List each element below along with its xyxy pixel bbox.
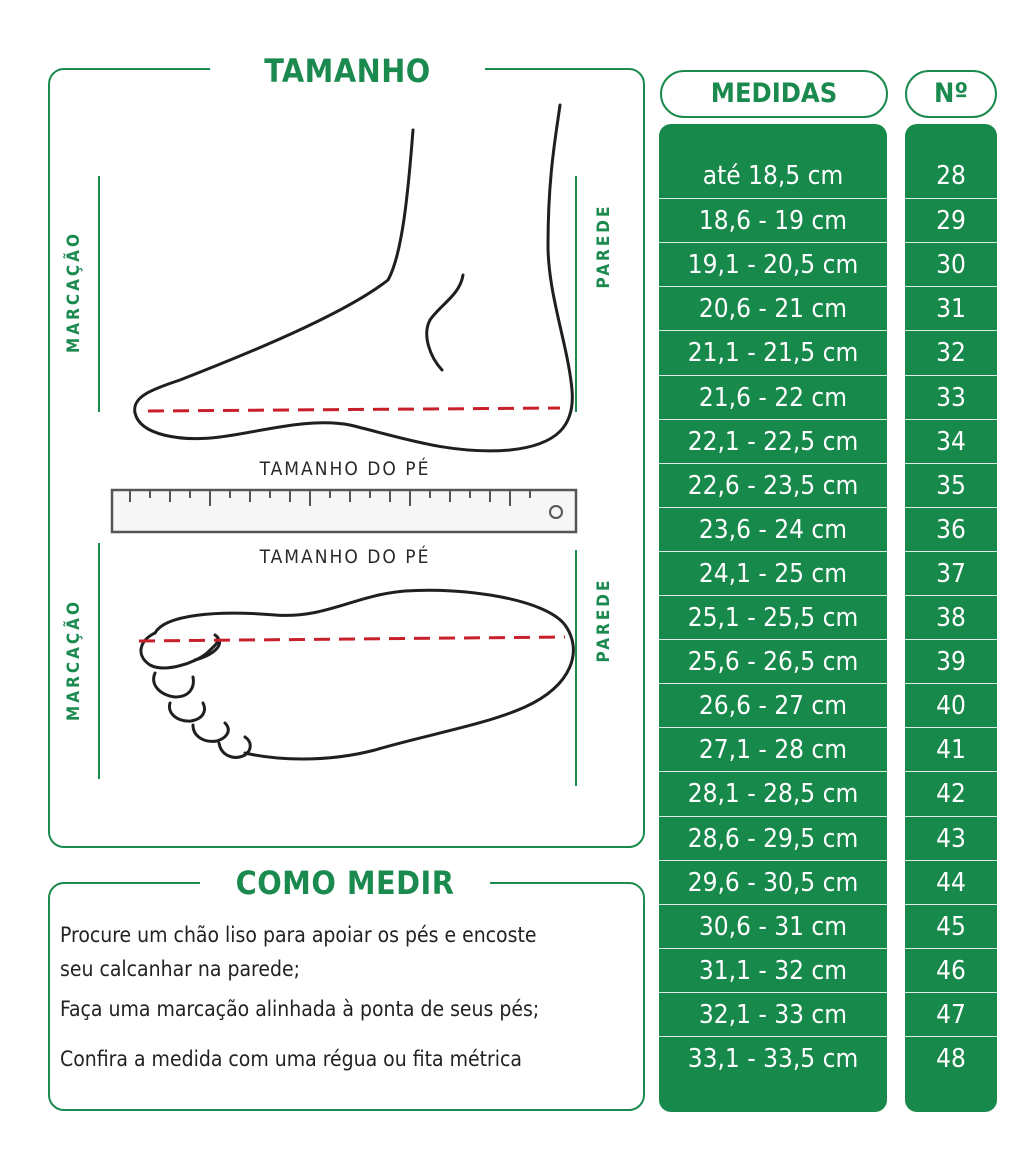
numero-header: Nº [905, 70, 997, 118]
instruction-line-1: Procure um chão liso para apoiar os pés e encoste [60, 923, 537, 947]
medida-cell: 24,1 - 25 cm [659, 551, 887, 595]
numero-cell: 38 [905, 595, 997, 639]
instruction-line-4: Confira a medida com uma régua ou fita métrica [60, 1047, 523, 1071]
medida-cell: 31,1 - 32 cm [659, 948, 887, 992]
marcacao-label-bottom: MARCAÇÃO [64, 599, 84, 721]
medida-cell: 26,6 - 27 cm [659, 683, 887, 727]
numero-cell: 29 [905, 198, 997, 242]
marcacao-line-top [98, 176, 100, 412]
medida-cell: 29,6 - 30,5 cm [659, 860, 887, 904]
numero-cell: 42 [905, 771, 997, 815]
medida-cell: até 18,5 cm [702, 161, 844, 191]
numero-cell: 41 [905, 727, 997, 771]
medida-cell: 18,6 - 19 cm [659, 198, 887, 242]
numero-cell: 33 [905, 375, 997, 419]
numero-cell: 44 [905, 860, 997, 904]
tamanho-do-pe-label-bottom: TAMANHO DO PÉ [259, 546, 431, 568]
medidas-column [659, 124, 887, 1112]
numero-cell: 28 [936, 161, 966, 191]
medida-cell: 30,6 - 31 cm [659, 904, 887, 948]
foot-top-view-illustration [125, 585, 585, 775]
numero-cell: 40 [905, 683, 997, 727]
numero-cell: 31 [905, 286, 997, 330]
numero-cell: 36 [905, 507, 997, 551]
numero-cell: 47 [905, 992, 997, 1036]
medida-cell: 19,1 - 20,5 cm [659, 242, 887, 286]
medida-cell: 21,6 - 22 cm [659, 375, 887, 419]
ruler-illustration [110, 488, 578, 534]
medida-cell: 33,1 - 33,5 cm [659, 1036, 887, 1080]
medida-cell: 27,1 - 28 cm [659, 727, 887, 771]
instruction-line-2: seu calcanhar na parede; [60, 957, 300, 981]
tamanho-do-pe-label-top: TAMANHO DO PÉ [259, 458, 431, 480]
foot-side-view-illustration [120, 95, 590, 455]
numero-cell: 34 [905, 419, 997, 463]
instruction-line-3: Faça uma marcação alinhada à ponta de seus pés; [60, 997, 540, 1021]
medida-cell: 20,6 - 21 cm [659, 286, 887, 330]
marcacao-line-bottom [98, 543, 100, 779]
medida-cell: 23,6 - 24 cm [659, 507, 887, 551]
marcacao-label-top: MARCAÇÃO [64, 231, 84, 353]
medida-cell: 25,1 - 25,5 cm [659, 595, 887, 639]
parede-label-bottom: PAREDE [594, 577, 614, 663]
numero-cell: 45 [905, 904, 997, 948]
medida-cell: 22,6 - 23,5 cm [659, 463, 887, 507]
numero-cell: 35 [905, 463, 997, 507]
numero-cell: 43 [905, 816, 997, 860]
medida-cell: 22,1 - 22,5 cm [659, 419, 887, 463]
numero-cell: 37 [905, 551, 997, 595]
tamanho-title: TAMANHO [210, 46, 485, 96]
medida-cell: 25,6 - 26,5 cm [659, 639, 887, 683]
numero-cell: 32 [905, 330, 997, 374]
medidas-header: MEDIDAS [660, 70, 888, 118]
parede-label-top: PAREDE [594, 203, 614, 289]
medida-cell: 28,6 - 29,5 cm [659, 816, 887, 860]
como-medir-title: COMO MEDIR [200, 860, 490, 906]
medida-cell: 28,1 - 28,5 cm [659, 771, 887, 815]
medida-cell: 21,1 - 21,5 cm [659, 330, 887, 374]
numero-cell: 30 [905, 242, 997, 286]
medida-cell: 32,1 - 33 cm [659, 992, 887, 1036]
numero-cell: 39 [905, 639, 997, 683]
numero-cell: 48 [905, 1036, 997, 1080]
numero-cell: 46 [905, 948, 997, 992]
numero-column [905, 124, 997, 1112]
